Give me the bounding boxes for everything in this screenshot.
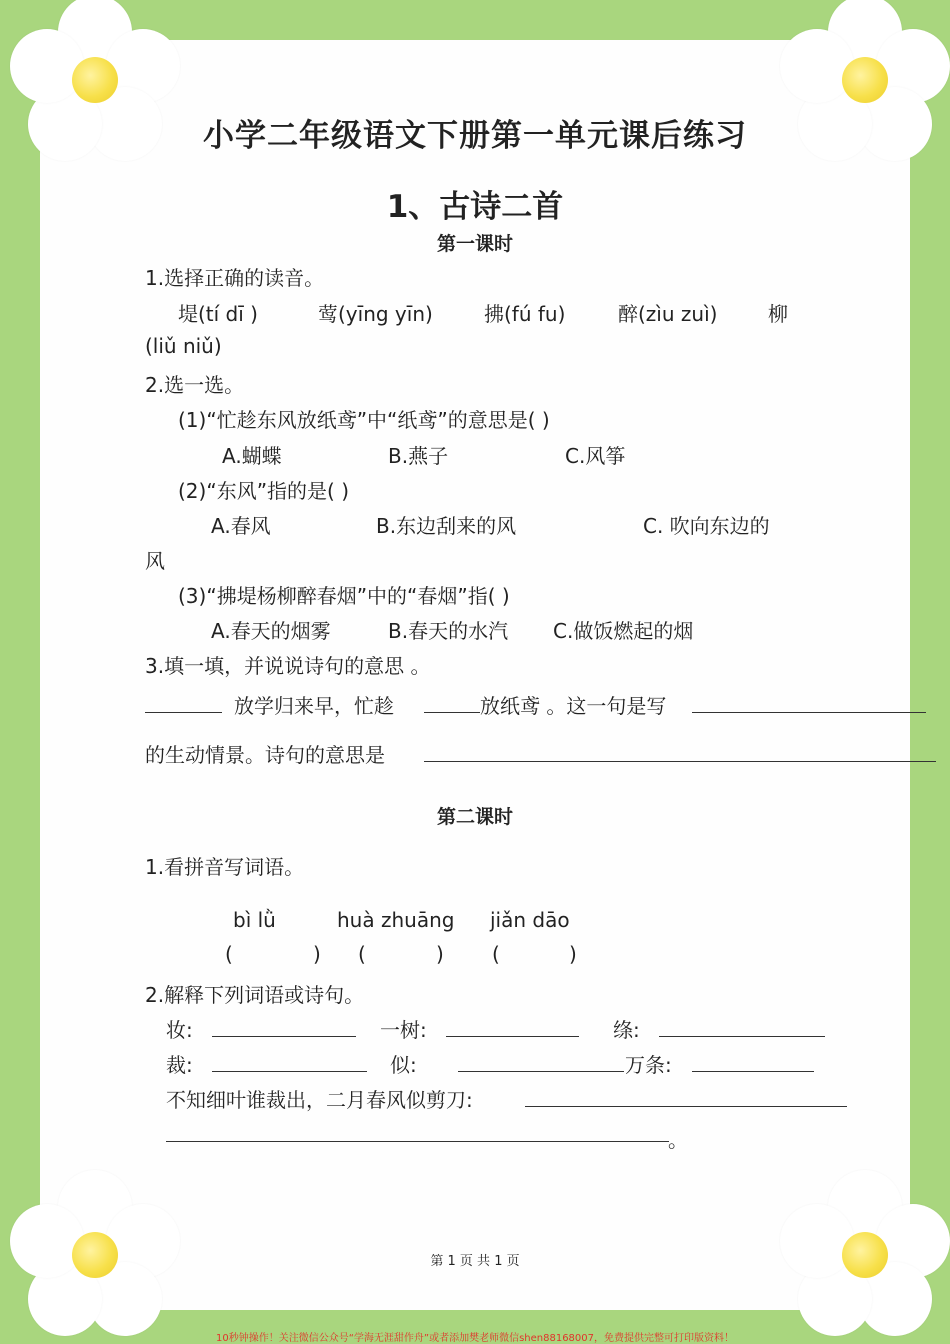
- option-a: A.春风: [211, 514, 271, 538]
- option-a: A.蝴蝶: [222, 444, 282, 468]
- pinyin-word-3: jiǎn dāo: [490, 908, 570, 932]
- answer-blank[interactable]: [458, 1071, 624, 1072]
- option-c-wrap: 风: [145, 549, 165, 573]
- section-heading-1: 第一课时: [436, 233, 513, 255]
- word-label: 妆:: [166, 1018, 193, 1042]
- poem-line-prompt: 不知细叶谁裁出，二月春风似剪刀:: [166, 1088, 473, 1112]
- page-title: 小学二年级语文下册第一单元课后练习: [203, 118, 747, 154]
- page-number: 第 1 页 共 1 页: [430, 1254, 520, 1269]
- pinyin-choice-5-wrap: (liǔ niǔ): [145, 334, 222, 358]
- answer-blank[interactable]: [166, 1141, 669, 1142]
- pinyin-choice-5: 柳: [768, 302, 788, 326]
- answer-blank[interactable]: [424, 761, 936, 762]
- answer-paren-open: (: [225, 942, 233, 966]
- pinyin-choice-1: 堤(tí dī ): [178, 302, 258, 326]
- option-c: C.做饭燃起的烟: [553, 619, 694, 643]
- question-2-sub-1: (1)“忙趁东风放纸鸢”中“纸鸢”的意思是( ): [178, 408, 550, 432]
- pinyin-choice-4: 醉(zìu zuì): [618, 302, 718, 326]
- section-heading-2: 第二课时: [436, 806, 513, 828]
- answer-blank[interactable]: [659, 1036, 825, 1037]
- pinyin-word-2: huà zhuāng: [337, 908, 455, 932]
- option-c: C. 吹向东边的: [643, 514, 770, 538]
- answer-blank[interactable]: [525, 1106, 847, 1107]
- promo-banner: 10秒钟操作！关注微信公众号“学海无涯甜作舟”或者添加樊老师微信shen88168007，免费提供完整可打印版资料！: [215, 1333, 735, 1344]
- answer-blank[interactable]: [212, 1071, 367, 1072]
- answer-paren-close: ): [436, 942, 444, 966]
- answer-blank[interactable]: [212, 1036, 356, 1037]
- answer-paren-close: ): [569, 942, 577, 966]
- sentence-end-mark: 。: [668, 1128, 688, 1152]
- question-2-label: 2.选一选。: [145, 373, 245, 397]
- word-label: 似:: [390, 1053, 417, 1077]
- question-1-label: 1.选择正确的读音。: [145, 266, 325, 290]
- answer-blank[interactable]: [692, 1071, 814, 1072]
- answer-blank[interactable]: [446, 1036, 579, 1037]
- poem-meaning-prompt: 的生动情景。诗句的意思是: [145, 743, 385, 767]
- answer-paren-open: (: [492, 942, 500, 966]
- answer-paren-open: (: [358, 942, 366, 966]
- word-label: 裁:: [166, 1053, 193, 1077]
- pinyin-word-1: bì lǜ: [233, 908, 276, 932]
- answer-paren-close: ): [313, 942, 321, 966]
- option-a: A.春天的烟雾: [211, 619, 331, 643]
- option-b: B.燕子: [388, 444, 449, 468]
- option-c: C.风筝: [565, 444, 626, 468]
- poem-line-part-1: 放学归来早，忙趁: [234, 694, 394, 718]
- word-label: 绦:: [613, 1018, 640, 1042]
- question-2-label: 2.解释下列词语或诗句。: [145, 983, 365, 1007]
- question-2-sub-2: (2)“东风”指的是( ): [178, 479, 350, 503]
- answer-blank[interactable]: [145, 712, 222, 713]
- answer-blank[interactable]: [424, 712, 480, 713]
- word-label: 万条:: [625, 1053, 672, 1077]
- question-1-label: 1.看拼音写词语。: [145, 855, 305, 879]
- question-3-label: 3.填一填，并说说诗句的意思 。: [145, 654, 431, 678]
- pinyin-choice-3: 拂(fú fu): [484, 302, 566, 326]
- question-2-sub-3: (3)“拂堤杨柳醉春烟”中的“春烟”指( ): [178, 584, 510, 608]
- option-b: B.东边刮来的风: [376, 514, 517, 538]
- lesson-title: 1、古诗二首: [386, 189, 564, 225]
- poem-line-part-2: 放纸鸢 。这一句是写: [480, 694, 667, 718]
- option-b: B.春天的水汽: [388, 619, 509, 643]
- answer-blank[interactable]: [692, 712, 926, 713]
- pinyin-choice-2: 莺(yīng yīn): [318, 302, 433, 326]
- word-label: 一树:: [380, 1018, 427, 1042]
